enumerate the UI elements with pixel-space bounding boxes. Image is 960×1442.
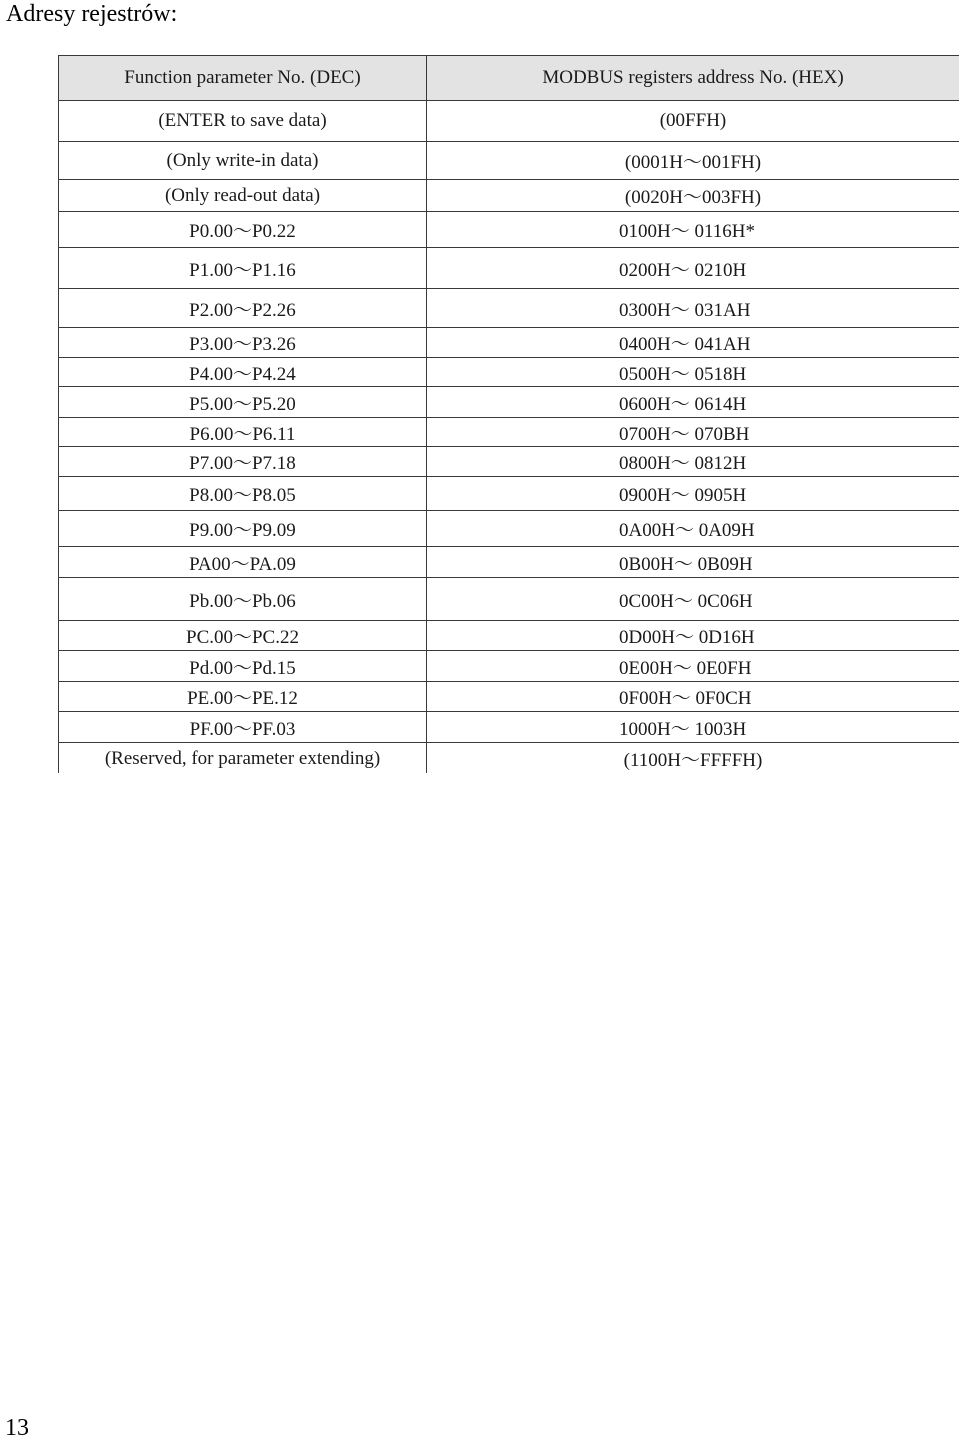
param-cell: P5.00～P5.20 (59, 387, 427, 418)
address-cell: 0300H～ 031AH (427, 289, 960, 328)
address-cell: 0700H～ 070BH (427, 418, 960, 447)
table-row (59, 418, 960, 447)
table-row (59, 248, 960, 289)
table-row (59, 180, 960, 212)
table-row (59, 547, 960, 578)
address-cell: 0C00H～ 0C06H (427, 578, 960, 621)
param-cell: P2.00～P2.26 (59, 289, 427, 328)
address-cell: 0400H～ 041AH (427, 328, 960, 358)
address-cell: 0600H～ 0614H (427, 387, 960, 418)
table-row (59, 387, 960, 418)
table-row (59, 358, 960, 387)
table-row (59, 142, 960, 180)
table-row (59, 621, 960, 651)
register-table-image (58, 55, 959, 773)
table-row (59, 743, 960, 774)
param-cell: P6.00～P6.11 (59, 418, 427, 447)
table-row (59, 101, 960, 142)
param-cell: P7.00～P7.18 (59, 447, 427, 477)
param-cell: P9.00～P9.09 (59, 511, 427, 547)
address-cell: 0D00H～ 0D16H (427, 621, 960, 651)
address-cell: 0F00H～ 0F0CH (427, 682, 960, 712)
address-cell: 0A00H～ 0A09H (427, 511, 960, 547)
param-cell: P8.00～P8.05 (59, 477, 427, 511)
address-cell: (0001H～001FH) (427, 142, 960, 180)
table-row (59, 328, 960, 358)
table-row (59, 447, 960, 477)
param-cell: Pd.00～Pd.15 (59, 651, 427, 682)
param-cell: (Reserved, for parameter extending) (59, 743, 427, 774)
table-row (59, 712, 960, 743)
param-cell: (ENTER to save data) (59, 101, 427, 142)
address-cell: 0900H～ 0905H (427, 477, 960, 511)
table-row (59, 578, 960, 621)
param-cell: P4.00～P4.24 (59, 358, 427, 387)
table-row (59, 212, 960, 248)
table-row (59, 477, 960, 511)
param-cell: P1.00～P1.16 (59, 248, 427, 289)
address-cell: (00FFH) (427, 101, 960, 142)
address-cell: (0020H～003FH) (427, 180, 960, 212)
address-cell: 0200H～ 0210H (427, 248, 960, 289)
param-cell: P3.00～P3.26 (59, 328, 427, 358)
register-address-table (58, 55, 959, 773)
table-row (59, 682, 960, 712)
param-cell: (Only read-out data) (59, 180, 427, 212)
param-cell: P0.00～P0.22 (59, 212, 427, 248)
address-cell: 1000H～ 1003H (427, 712, 960, 743)
address-cell: (1100H～FFFFH) (427, 743, 960, 774)
address-cell: 0E00H～ 0E0FH (427, 651, 960, 682)
table-row (59, 289, 960, 328)
page-number: 13 (5, 1415, 29, 1441)
table-header-row (59, 56, 960, 101)
param-cell: PF.00～PF.03 (59, 712, 427, 743)
address-cell: 0100H～ 0116H* (427, 212, 960, 248)
param-cell: PC.00～PC.22 (59, 621, 427, 651)
address-cell: 0B00H～ 0B09H (427, 547, 960, 578)
table-row (59, 651, 960, 682)
address-cell: 0800H～ 0812H (427, 447, 960, 477)
address-cell: 0500H～ 0518H (427, 358, 960, 387)
header-function-parameter: Function parameter No. (DEC) (59, 56, 427, 101)
param-cell: PE.00～PE.12 (59, 682, 427, 712)
param-cell: (Only write-in data) (59, 142, 427, 180)
table-row (59, 511, 960, 547)
header-modbus-address: MODBUS registers address No. (HEX) (427, 56, 960, 101)
param-cell: PA00～PA.09 (59, 547, 427, 578)
page-heading: Adresy rejestrów: (6, 1, 178, 27)
param-cell: Pb.00～Pb.06 (59, 578, 427, 621)
